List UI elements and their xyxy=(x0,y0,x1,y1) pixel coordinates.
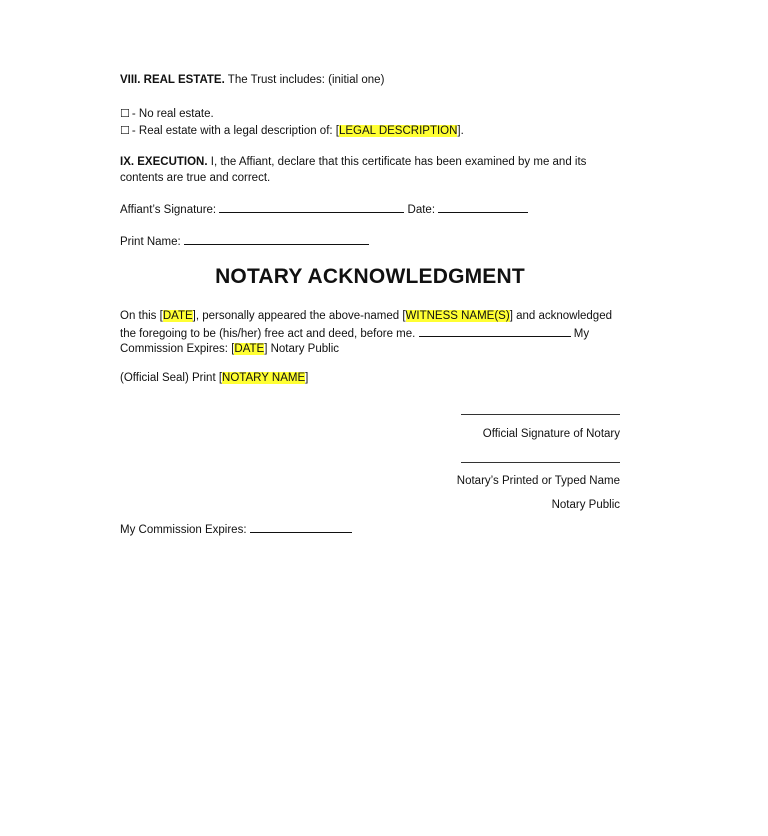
option-legal-suffix: ]. xyxy=(457,125,464,137)
commission-expires-row xyxy=(120,521,620,539)
execution-paragraph xyxy=(120,155,620,186)
notary-paragraph xyxy=(120,309,620,358)
notary-public-label: Notary Public xyxy=(551,499,620,511)
option-none-label: - No real estate. xyxy=(131,108,214,120)
print-name-row xyxy=(120,233,620,251)
execution-text: I, the Affiant, declare that this certificate has been examined by me and its contents are true and correct. xyxy=(120,156,587,184)
checkbox-icon[interactable]: ☐ xyxy=(120,107,130,120)
date-label: Date: xyxy=(407,204,436,216)
notary-signature-line[interactable] xyxy=(419,325,571,337)
printed-name-line[interactable] xyxy=(461,462,620,463)
printed-name-label: Notary’s Printed or Typed Name xyxy=(456,475,620,487)
commission-date-placeholder[interactable]: DATE xyxy=(234,343,265,355)
notary-title: NOTARY ACKNOWLEDGMENT xyxy=(215,265,525,288)
notary-text: On this [ xyxy=(120,310,163,322)
date-line[interactable] xyxy=(438,201,528,213)
affiant-signature-label: Affiant’s Signature: xyxy=(120,204,217,216)
official-seal-row xyxy=(120,371,620,387)
real-estate-intro: The Trust includes: (initial one) xyxy=(227,74,385,86)
real-estate-option-none xyxy=(120,106,620,123)
option-legal-prefix: - Real estate with a legal description of: [ xyxy=(131,125,339,137)
seal-text: ] xyxy=(305,372,309,384)
official-signature-label: Official Signature of Notary xyxy=(482,428,620,440)
witness-name-placeholder[interactable]: WITNESS NAME(S) xyxy=(405,310,510,322)
real-estate-option-legal xyxy=(120,123,620,140)
execution-heading: IX. EXECUTION. xyxy=(120,156,208,168)
checkbox-icon[interactable]: ☐ xyxy=(120,124,130,137)
official-signature-line[interactable] xyxy=(461,414,620,415)
date-placeholder[interactable]: DATE xyxy=(162,310,193,322)
notary-text: ], personally appeared the above-named [ xyxy=(192,310,406,322)
notary-text: ] Notary Public xyxy=(264,343,339,355)
commission-expires-label: My Commission Expires: xyxy=(120,524,247,536)
notary-text: My Commission Expires: [ xyxy=(120,327,590,355)
affiant-signature-row xyxy=(120,201,620,219)
print-name-line[interactable] xyxy=(184,233,369,245)
seal-text: (Official Seal) Print [ xyxy=(120,372,223,384)
real-estate-heading: VIII. REAL ESTATE. xyxy=(120,74,225,86)
notary-name-placeholder[interactable]: NOTARY NAME xyxy=(222,372,306,384)
print-name-label: Print Name: xyxy=(120,236,181,248)
real-estate-heading-line xyxy=(120,73,620,89)
legal-description-placeholder[interactable]: LEGAL DESCRIPTION xyxy=(338,125,458,137)
notary-text: ] and acknowledged the foregoing to be (his/her) free act and deed, before me. xyxy=(120,310,612,340)
affiant-signature-line[interactable] xyxy=(219,201,404,213)
commission-expires-line[interactable] xyxy=(250,521,352,533)
